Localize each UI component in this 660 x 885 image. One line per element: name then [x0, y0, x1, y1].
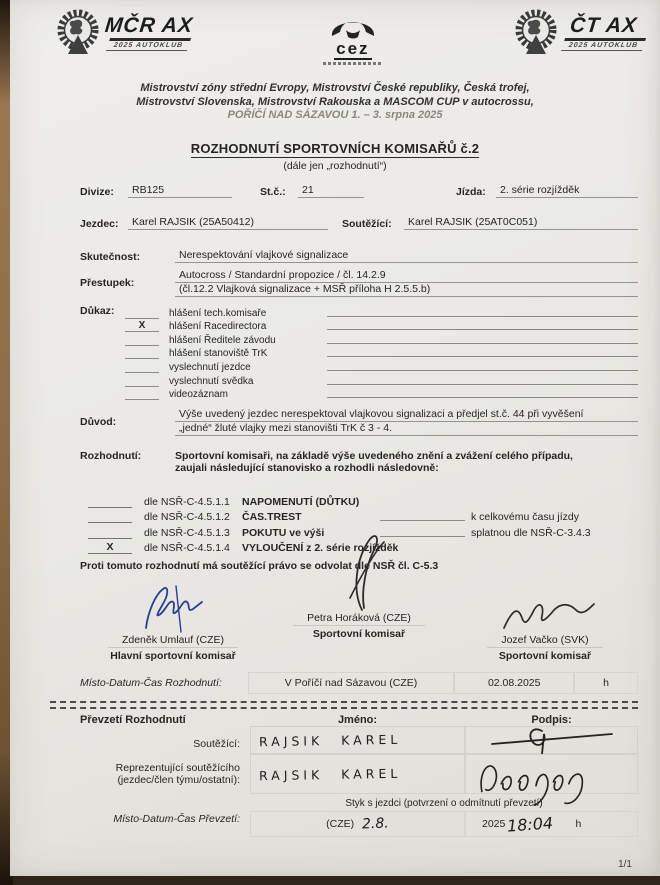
handover-time-cell: [465, 811, 638, 837]
cez-logo: [323, 10, 383, 65]
skutecnost-label: Skutečnost:: [80, 251, 141, 263]
handover-title: Převzetí Rozhodnutí: [80, 714, 186, 726]
document-subtitle: (dále jen „rozhodnutí“): [283, 160, 387, 172]
evidence-blank-line: [327, 316, 638, 317]
ct-ax-logo: [513, 8, 644, 58]
soutezici-label: Soutěžící:: [342, 218, 392, 230]
decision-place: V Poříčí nad Sázavou (CZE): [248, 672, 455, 694]
divize-value: RB125: [128, 184, 232, 198]
decision-hour: h: [574, 672, 638, 694]
evidence-checkbox: [125, 358, 159, 359]
signature-horakova: [314, 556, 404, 612]
evidence-checkbox: [125, 386, 159, 387]
row-rozhodnuti: [80, 450, 638, 474]
penalty-name: VYLOUČENÍ z 2. série rozjížděk: [242, 542, 399, 554]
evidence-label: hlášení Ředitele závodu: [169, 334, 276, 346]
penalty-checkbox: [88, 538, 132, 539]
soutezici-value: Karel RAJSIK (25AT0C051): [404, 216, 638, 230]
signature-ink-icon: [118, 582, 228, 634]
signature-column: [80, 578, 266, 662]
championship-heading: [10, 82, 660, 123]
penalty-name: ČAS.TREST: [242, 511, 302, 523]
rozhodnuti-label: Rozhodnutí:: [80, 450, 142, 462]
commissioner-role: Sportovní komisař: [498, 650, 592, 662]
jizda-value: 2. série rozjížděk: [496, 184, 638, 198]
evidence-row: [80, 332, 638, 346]
logo-right-subtitle: 2025 AUTOKLUB: [567, 42, 639, 49]
cez-logo-tagline-bar: [323, 62, 383, 65]
logo-right-title: ČT AX: [568, 14, 639, 37]
evidence-blank-line: [327, 329, 638, 330]
handwritten-date: 2.8.: [361, 815, 390, 833]
divize-label: Divize:: [80, 186, 114, 198]
penalty-suffix: k celkovému času jízdy: [471, 511, 579, 523]
evidence-row: [80, 305, 638, 319]
cze-printed: (CZE): [326, 818, 355, 830]
penalty-option: [80, 492, 638, 508]
row-duvod: [80, 408, 638, 436]
logo-left-subtitle: 2025 AUTOKLUB: [113, 42, 184, 49]
row-prestupek: [80, 269, 638, 297]
hour-printed: h: [575, 818, 582, 830]
evidence-checkbox: X: [125, 321, 159, 332]
year-printed: 2025: [482, 818, 506, 830]
penalty-checkbox: X: [88, 542, 132, 554]
penalty-option: [80, 508, 638, 524]
section-divider: [50, 701, 638, 709]
duvod-line2: „jedné“ žluté vlajky mezi stanovišti TrK č 3 - 4.: [175, 422, 638, 436]
mcr-ax-logo: [55, 8, 193, 58]
jezdec-value: Karel RAJSIK (25A50412): [128, 216, 328, 230]
handover-name-column-header: Jméno:: [337, 714, 378, 726]
rozhodnuti-line1: Sportovní komisaři, na základě výše uvedeného znění a zvážení celého případu,: [175, 450, 573, 462]
section-dukaz: [80, 305, 638, 400]
signature-umlauf: [118, 578, 228, 634]
handover-row-label: Reprezentující soutěžícího (jezdec/člen týmu/ostatní):: [115, 762, 240, 786]
penalty-name: POKUTU ve výši: [242, 526, 325, 539]
jizda-label: Jízda:: [456, 186, 486, 198]
evidence-label: hlášení stanoviště TrK: [169, 348, 268, 360]
handover-signature-column-header: Podpis:: [531, 714, 572, 726]
logo-right-stripe: [560, 38, 646, 51]
evidence-blank-line: [327, 370, 638, 371]
commissioner-role: Hlavní sportovní komisař: [110, 650, 236, 662]
decision-meta-row: [80, 672, 638, 694]
penalty-suffix: splatnou dle NSŘ-C-3.4.3: [471, 526, 591, 539]
signature-column: [266, 578, 452, 662]
handover-signature-cell: [465, 754, 638, 794]
skutecnost-value: Nerespektování vlajkové signalizace: [175, 249, 638, 263]
header-logos: [55, 8, 644, 65]
spacer: [80, 794, 250, 809]
evidence-row: [80, 373, 638, 387]
appeal-notice: Proti tomuto rozhodnutí má soutěžící právo se odvolat dle NSŘ čl. C-5.3: [80, 560, 439, 572]
handover-place-cell: [250, 811, 465, 837]
evidence-blank-line: [327, 343, 638, 344]
handover-note: Styk s jezdci (potvrzení o odmítnutí převzetí): [345, 798, 543, 809]
signatures-block: [80, 578, 638, 662]
logo-left-title: MČR AX: [103, 14, 195, 37]
evidence-checkbox: [125, 318, 159, 319]
signature-column: [452, 578, 638, 662]
penalty-checkbox: [88, 507, 132, 508]
evidence-checkbox: [125, 372, 159, 373]
handover-meta-label: Místo-Datum-Čas Převzetí:: [113, 813, 240, 825]
page-number: 1/1: [618, 859, 632, 870]
handwritten-name: RAJSIK KAREL: [258, 765, 402, 783]
evidence-label: hlášení Racedirectora: [169, 321, 267, 333]
prestupek-line1: Autocross / Standardní propozice / čl. 14.2.9: [175, 269, 638, 283]
handover-name-cell: [250, 754, 465, 794]
penalty-name: NAPOMENUTÍ (DŮTKU): [242, 495, 360, 508]
dukaz-label: Důkaz:: [80, 305, 115, 317]
helmet-icon: [326, 10, 380, 40]
evidence-label: videozáznam: [169, 389, 228, 401]
prestupek-label: Přestupek:: [80, 277, 135, 289]
penalty-checkbox: [88, 522, 132, 523]
handover-section: [80, 714, 638, 837]
championship-line-2: Mistrovství Slovenska, Mistrovství Rakouska a MASCOM CUP v autocrossu,: [136, 95, 534, 108]
evidence-label: hlášení tech.komisaře: [169, 307, 267, 319]
gear-lion-badge-icon: [55, 8, 101, 58]
handover-row-label: Soutěžící:: [193, 738, 240, 750]
penalty-blank-line: [380, 520, 465, 521]
commissioner-role: Sportovní komisař: [312, 628, 406, 640]
gear-lion-badge-icon: [513, 8, 559, 58]
evidence-row: [80, 346, 638, 360]
evidence-row: [80, 359, 638, 373]
signature-vacko: [490, 578, 600, 634]
decision-meta-label: Místo-Datum-Čas Rozhodnutí:: [80, 677, 222, 689]
signature-ink-icon: [314, 534, 404, 612]
prestupek-line2: (čl.12.2 Vlajková signalizace + MSŘ příloha H 2.5.5.b): [175, 283, 638, 297]
evidence-label: vyslechnutí svědka: [169, 375, 254, 387]
event-place-date: POŘÍČÍ NAD SÁZAVOU 1. – 3. srpna 2025: [227, 109, 443, 121]
row-skutecnost: [80, 249, 638, 263]
stc-label: St.č.:: [260, 186, 286, 198]
penalty-rule: dle NSŘ-C-4.5.1.3: [144, 526, 230, 539]
duvod-line1: Výše uvedený jezdec nerespektoval vlajkovou signalizaci a předjel st.č. 44 při vyvěšení: [175, 408, 638, 422]
row-divize: [80, 184, 638, 198]
commissioner-name: Petra Horáková (CZE): [293, 612, 425, 626]
evidence-blank-line: [327, 356, 638, 357]
decision-date: 02.08.2025: [454, 672, 574, 694]
evidence-blank-line: [327, 397, 638, 398]
stc-value: 21: [298, 184, 364, 198]
handover-name-cell: [250, 726, 465, 754]
row-jezdec: [80, 216, 638, 230]
signature-ink-icon: [490, 594, 600, 634]
handwritten-signature-icon: [468, 749, 633, 807]
document-paper: [10, 0, 660, 876]
championship-line-1: Mistrovství zóny střední Evropy, Mistrovství České republiky, Česká trofej,: [140, 82, 530, 94]
duvod-label: Důvod:: [80, 416, 117, 428]
commissioner-name: Zdeněk Umlauf (CZE): [108, 634, 238, 648]
evidence-blank-line: [327, 384, 638, 385]
document-title: ROZHODNUTÍ SPORTOVNÍCH KOMISAŘŮ č.2: [190, 141, 480, 156]
penalty-rule: dle NSŘ-C-4.5.1.2: [144, 511, 230, 523]
handwritten-time: 18:04: [506, 812, 555, 836]
rozhodnuti-line2: zaujali následující stanovisko a rozhodli následovně:: [175, 462, 439, 474]
evidence-row: [80, 319, 638, 333]
penalty-rule: dle NSŘ-C-4.5.1.1: [144, 495, 230, 508]
commissioner-name: Jozef Vačko (SVK): [487, 634, 602, 648]
penalty-rule: dle NSŘ-C-4.5.1.4: [144, 542, 230, 554]
handwritten-name: RAJSIK KAREL: [258, 731, 402, 749]
evidence-label: vyslechnutí jezdce: [169, 361, 251, 373]
evidence-checkbox: [125, 345, 159, 346]
jezdec-label: Jezdec:: [80, 218, 119, 230]
evidence-checkbox: [125, 399, 159, 400]
cez-logo-title: cez: [336, 39, 370, 58]
evidence-row: [80, 387, 638, 401]
logo-left-stripe: [106, 38, 192, 51]
